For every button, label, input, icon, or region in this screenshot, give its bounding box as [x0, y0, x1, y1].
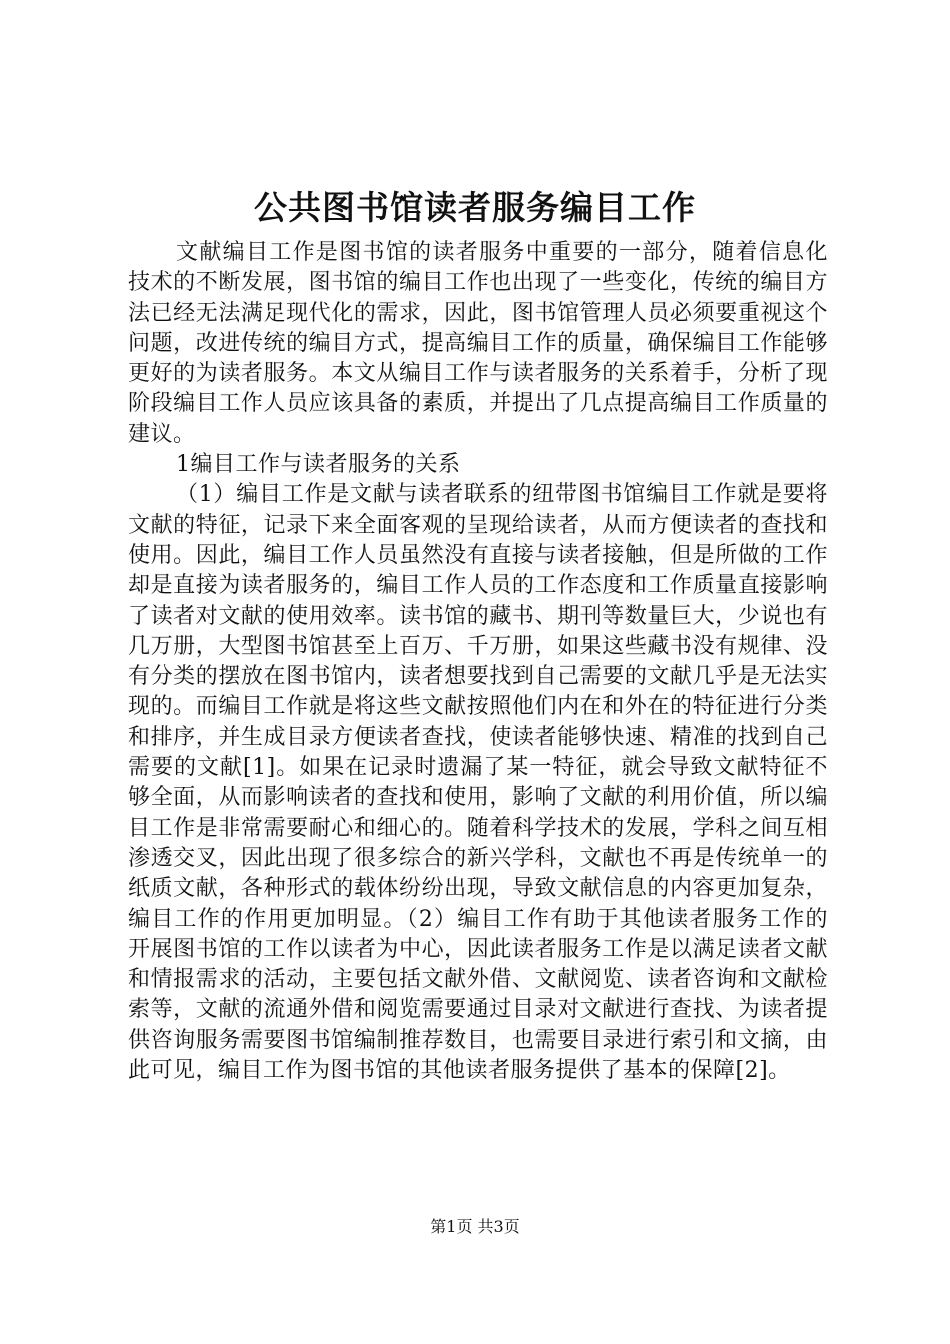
paragraph-intro: 文献编目工作是图书馆的读者服务中重要的一部分，随着信息化技术的不断发展，图书馆的编目工作也出现了一些变化，传统的编目方法已经无法满足现代化的需求，因此，图书馆管理人员必须要重视这个问题，改进传统的编目方式，提高编目工作的质量，确保编目工作能够更好的为读者服务。本文从编目工作与读者服务的关系着手，分析了现阶段编目工作人员应该具备的素质，并提出了几点提高编目工作质量的建议。	[128, 240, 828, 447]
page-footer: 第1页 共3页	[430, 1217, 520, 1236]
document-body	[128, 238, 828, 1086]
paragraph-section-1: （1）编目工作是文献与读者联系的纽带图书馆编目工作就是要将文献的特征，记录下来全面客观的呈现给读者，从而方便读者的查找和使用。因此，编目工作人员虽然没有直接与读者接触，但是所做的工作却是直接为读者服务的，编目工作人员的工作态度和工作质量直接影响了读者对文献的使用效率。读书馆的藏书、期刊等数量巨大，少说也有几万册，大型图书馆甚至上百万、千万册，如果这些藏书没有规律、没有分类的摆放在图书馆内，读者想要找到自己需要的文献几乎是无法实现的。而编目工作就是将这些文献按照他们内在和外在的特征进行分类和排序，并生成目录方便读者查找，使读者能够快速、精准的找到自己需要的文献[1]。如果在记录时遗漏了某一特征，就会导致文献特征不够全面，从而影响读者的查找和使用，影响了文献的利用价值，所以编目工作是非常需要耐心和细心的。随着科学技术的发展，学科之间互相渗透交叉，因此出现了很多综合的新兴学科，文献也不再是传统单一的纸质文献，各种形式的载体纷纷出现，导致文献信息的内容更加复杂，编目工作的作用更加明显。（2）编目工作有助于其他读者服务工作的开展图书馆的工作以读者为中心，因此读者服务工作是以满足读者文献和情报需求的活动，主要包括文献外借、文献阅览、读者咨询和文献检索等，文献的流通外借和阅览需要通过目录对文献进行查找、为读者提供咨询服务需要图书馆编制推荐数目，也需要目录进行索引和文摘，由此可见，编目工作为图书馆的其他读者服务提供了基本的保障[2]。	[128, 482, 828, 1084]
section-heading: 1编目工作与读者服务的关系	[176, 452, 461, 478]
document-title: 公共图书馆读者服务编目工作	[254, 188, 696, 227]
